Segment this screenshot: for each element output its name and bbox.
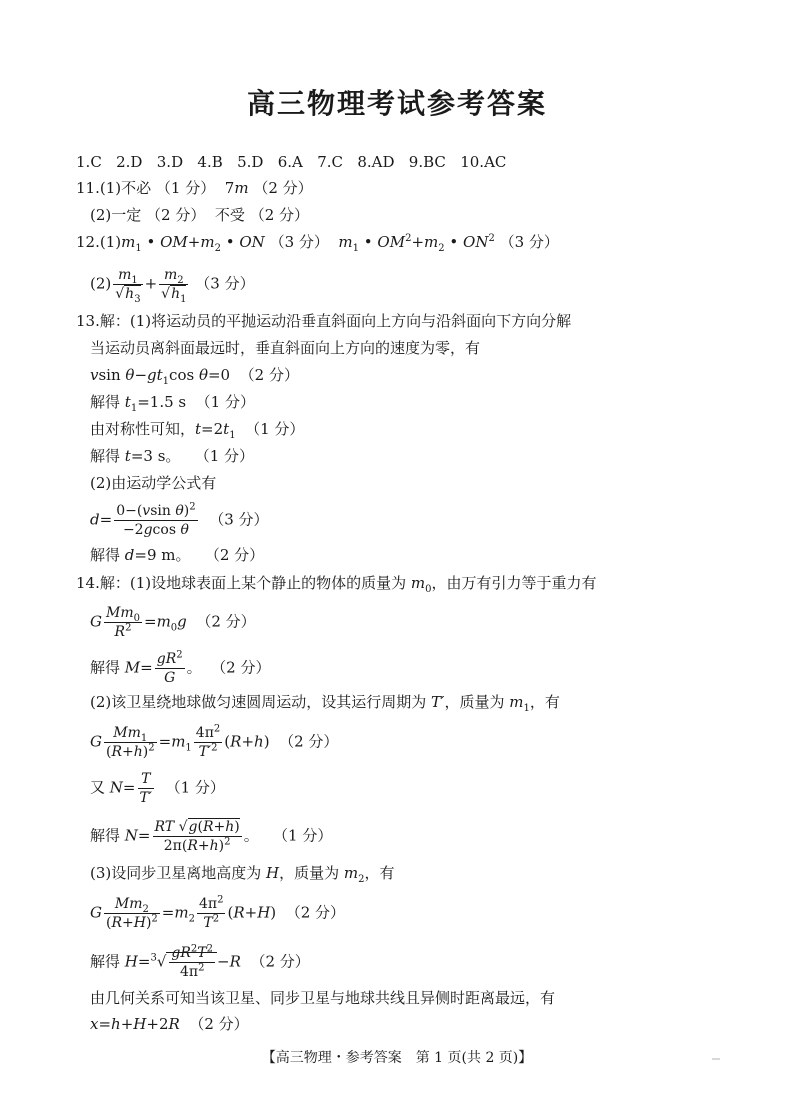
choice-item: 4.B [197,153,223,171]
fraction: $\frac{gR^2}{G}$ [156,649,183,686]
q14-eq2: G $\frac{Mm_1}{(R+h)^2}$ $=m_1$ $\frac{4\pi^2}{T'^2}$ (R+h) （2 分） [90,723,339,760]
page-title: 高三物理考试参考答案 [246,87,547,120]
q12-part1: $12.(1)m_1$ • $OM+m_2$ • ON （3 分） $m_1$ • $OM^2+m_2$ • $ON^2$ （3 分） [76,233,559,254]
q11-part1: 11.(1)不必 （1 分） 7m （2 分） [76,179,313,197]
choice-item: 8.AD [357,153,395,171]
q12-part2: (2) $\frac{m_1}{√h_3}$ + $\frac{m_2}{√h_1}$ （3 分） [90,267,255,305]
q14-part2: (2)该卫星绕地球做匀速圆周运动，设其运行周期为 T′，质量为 $m_1$，有 [90,693,560,714]
fraction: $\frac{T}{T'}$ [139,771,153,806]
fraction: $\frac{Mm_1}{(R+h)^2}$ [105,725,155,760]
fraction: $\frac{RT √g(R+h)}{2\pi(R+h)^2}$ [154,819,240,854]
choice-item: 1.C [76,153,102,171]
q13-line2: 当运动员离斜面最远时，垂直斜面向上方向的速度为零，有 [90,339,481,357]
page-footer: 【高三物理・参考答案 第 1 页(共 2 页)】 [261,1050,533,1066]
choice-item: 9.BC [408,153,446,171]
q13-symmetry: 由对称性可知，$t=2t_1$ （1 分） [90,420,305,441]
fraction: $\frac{4\pi^2}{T'^2}$ [195,723,221,760]
fraction: $\frac{m_2}{√h_1}$ [161,267,187,305]
choice-item: 3.D [156,153,184,171]
q11-part2: (2)一定 （2 分） 不受 （2 分） [90,206,310,224]
choice-item: 6.A [277,153,303,171]
q14-sol1: 解得 M= $\frac{gR^2}{G}$ 。 （2 分） [90,649,271,686]
q14-eq1: G $\frac{Mm_0}{R^2}$ $=m_0g$ （2 分） [90,605,256,640]
q14-geometry: 由几何关系可知当该卫星、同步卫星与地球共线且异侧时距离最远，有 [90,989,556,1007]
fraction: $\frac{gR^2T^2}{4\pi^2}$ [171,943,214,980]
q14-eq3: G $\frac{Mm_2}{(R+H)^2}$ $=m_2$ $\frac{4\pi^2}{T^2}$ (R+H) （2 分） [90,894,345,931]
q14-eq4: x=h+H+2R （2 分） [90,1015,249,1033]
q13-intro: 13.解：(1)将运动员的平抛运动沿垂直斜面向上方向与沿斜面向下方向分解 [76,312,572,330]
q14-also: 又 N= $\frac{T}{T'}$ （1 分） [90,771,225,806]
fraction: $\frac{Mm_2}{(R+H)^2}$ [105,896,158,931]
choice-answers [76,152,506,172]
q14-part3: (3)设同步卫星离地高度为 H，质量为 $m_2$，有 [90,864,395,885]
q14-intro: 14.解：(1)设地球表面上某个静止的物体的质量为 $m_0$，由万有引力等于重力有 [76,574,597,595]
scan-mark [712,1058,720,1060]
q14-sol3: 解得 H=$^3$√ $\frac{gR^2T^2}{4\pi^2}$ −R （2 分） [90,943,310,980]
choice-item: 7.C [317,153,343,171]
choice-item: 2.D [116,153,143,171]
fraction: $\frac{0-(vsin \theta)^2}{\text{−2gcos θ}}$ [116,501,196,538]
fraction: $\frac{m_1}{√h_3}$ [115,267,141,305]
choice-item: 10.AC [460,153,507,171]
q13-sol2: 解得 t=3 s。 （1 分） [90,447,255,465]
q13-part2: (2)由运动学公式有 [90,474,217,492]
q14-sol2: 解得 N= $\frac{RT √g(R+h)}{2\pi(R+h)^2}$ 。 （1 分） [90,819,333,854]
fraction: $\frac{Mm_0}{R^2}$ [105,605,140,640]
choice-item: 5.D [237,153,264,171]
q13-sol1: 解得 $t_1=1.5$ s （1 分） [90,393,255,414]
q13-eq2: d= $\frac{0-(vsin \theta)^2}{\text{−2gcos θ}}$ （3 分） [90,501,269,538]
q13-sol3: 解得 d=9 m。 （2 分） [90,546,265,564]
q13-eq1: vsin $\theta-gt_1\cos$ θ=0 （2 分） [90,366,299,387]
fraction: $\frac{4\pi^2}{T^2}$ [198,894,224,931]
